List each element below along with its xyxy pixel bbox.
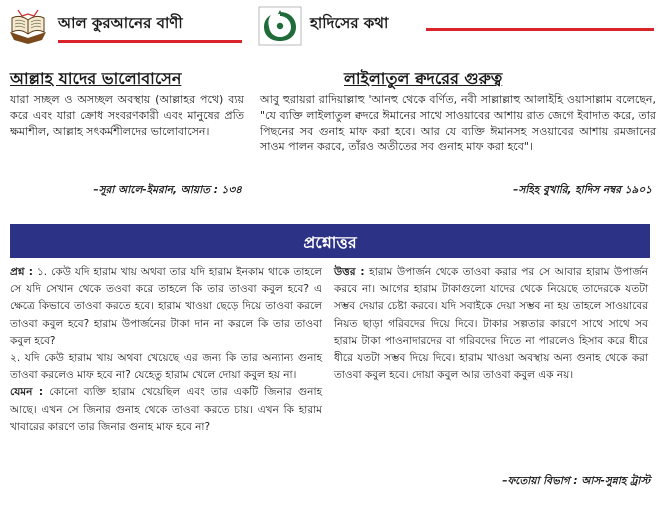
qa-right-column	[334, 264, 648, 384]
hadith-header-rule	[426, 28, 654, 31]
question-paragraph	[10, 264, 322, 350]
answer-label: উত্তর :	[334, 266, 365, 278]
qa-banner-title: প্রশ্নোত্তর	[303, 233, 357, 252]
quran-title: আল্লাহ যাদের ভালোবাসেন	[10, 69, 182, 88]
answer-paragraph	[334, 264, 648, 384]
qa-source: –ফতোয়া বিভাগ : আস-সুন্নাহ ট্রাস্ট	[502, 475, 650, 487]
hadith-logo-icon	[258, 6, 302, 46]
hadith-section-label: হাদিসের কথা	[310, 14, 389, 32]
hadith-section-header	[258, 6, 654, 46]
question-part-1: ১. কেউ যদি হারাম খায় অথবা তার যদি হারাম ইনকাম থাকে তাহলে সে যদি সেখান থেকে তওবা করে তাহলে কি তার তাওবা কবুল হবে? এ ক্ষেত্রে কিভাবে তাওবা করতে হবে। হারাম খাওয়া ছেড়ে দিয়ে তাওবা করলে তাওবা কবুল হবে? হারাম উপার্জনের টাকা দান না করলে কি তার তাওবা কবুল হবে?	[10, 266, 322, 347]
question-part-2: ২. যদি কেউ হারাম খায় অথবা খেয়েছে এর জন্য কি তার অন্যান্য গুনাহ তাওবা করলেও মাফ হবে না? যেহেতু হারাম খেলে দোয়া কবুল হয় না।	[10, 352, 322, 382]
hadith-title: লাইলাতুল ক্বদরের গুরুত্ব	[344, 69, 503, 88]
hadith-source: –সহিহ বুখারি, হাদিস নম্বর ১৯০১	[513, 184, 652, 196]
qa-banner	[10, 224, 650, 258]
quran-body: যারা সচ্ছল ও অসচ্ছল অবস্থায় (আল্লাহর পথে) ব্যয় করে এবং যারা ক্রোধ সংবরণকারী এবং মানুষের প্রতি ক্ষমাশীল, আল্লাহ সৎকর্মশীলদের ভালোবাসেন।	[10, 93, 244, 138]
quran-book-icon	[6, 6, 50, 46]
example-text: কোনো ব্যক্তি হারাম খেয়েছিল এবং তার একটি জিনার গুনাহ আছে। এখন সে জিনার গুনাহ থেকে তাওবা করতে চায়। এখন কি হারাম খাবারের কারণে তার জিনার গুনাহ মাফ হবে না?	[10, 386, 323, 433]
quran-section-header	[6, 6, 246, 46]
example-paragraph	[10, 384, 322, 436]
quran-header-rule	[58, 40, 242, 43]
qa-left-column	[10, 264, 322, 436]
hadith-body: আবু হুরায়রা রাদিয়াল্লাহু 'আনহু থেকে বর্ণিত, নবী সাল্লাল্লাহু আলাইহি ওয়াসাল্লাম বলেছেন, "যে ব্যক্তি লাইলাতুল ক্বদরে ঈমানের সাথে সাওয়াবের আশায় রাত জেগে ইবাদাত করে, তার পিছনের সব গুনাহ মাফ করা হবে। আর যে ব্যক্তি ঈমানসহ সওয়াবের আশায় রমজানের সাওম পালন করবে, তাঁরও অতীতের সব গুনাহ মাফ করা হবে"।	[260, 93, 656, 154]
quran-section-label: আল কুরআনের বাণী	[58, 14, 183, 32]
quran-source: –সূরা আলে-ইমরান, আয়াত : ১৩৪	[93, 184, 242, 196]
example-label: যেমন :	[10, 386, 44, 399]
question-label: প্রশ্ন :	[10, 266, 33, 278]
answer-text: হারাম উপার্জন থেকে তাওবা করার পর সে আবার হারাম উপার্জন করবে না। আগের হারাম টাকাগুলো যাদের থেকে নিয়েছে তাদেরকে যতটা সম্ভব দেয়ার চেষ্টা করবে। যদি সবাইকে দেয়া সম্ভব না হয় তাহলে সাওয়াবের নিয়ত ছাড়া গরিবদের দিয়ে দিবে। টাকার সল্পতার কারণে সাথে সাথে সব হারাম টাকা পাওনাদারদের বা গরিবদের দিতে না পারলেও হিসাব করে ধীরে ধীরে যতটা সম্ভব দিয়ে দিবে। হারাম খাওয়া অবস্থায় অন্য গুনাহ থেকে করা তাওবা কবুল হবে। দোয়া কবুল আর তাওবা কবুল এক নয়।	[334, 266, 649, 382]
